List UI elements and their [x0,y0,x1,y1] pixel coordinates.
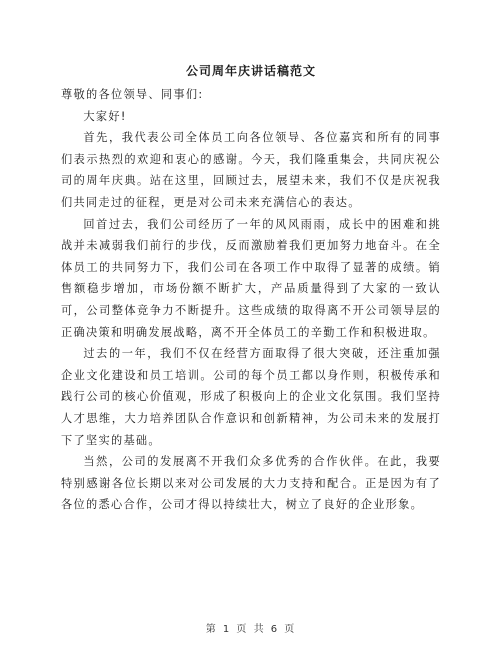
paragraph: 过去的一年，我们不仅在经营方面取得了很大突破，还注重加强企业文化建设和员工培训。公司的每个员工都以身作则，积极传承和践行公司的核心价值观，形成了积极向上的企业文化氛围。我们坚持人才思维，大力培养团队合作意识和创新精神，为公司未来的发展打下了坚实的基础。 [61,347,441,447]
document-body [61,84,441,516]
document-title: 公司周年庆讲话稿范文 [185,64,316,78]
paragraph: 当然，公司的发展离不开我们众多优秀的合作伙伴。在此，我要特别感谢各位长期以来对公司发展的大力支持和配合。正是因为有了各位的悉心合作，公司才得以持续壮大，树立了良好的企业形象。 [61,455,441,512]
paragraph: 回首过去，我们公司经历了一年的风风雨雨，成长中的困难和挑战并未减弱我们前行的步伐，反而激励着我们更加努力地奋斗。在全体员工的共同努力下，我们公司在各项工作中取得了显著的成绩。销售额稳步增加，市场份额不断扩大，产品质量得到了大家的一致认可，公司整体竞争力不断提升。这些成绩的取得离不开公司领导层的正确决策和明确发展战略，离不开全体员工的辛勤工作和积极进取。 [61,217,441,339]
greeting: 大家好! [83,109,127,123]
paragraph: 首先，我代表公司全体员工向各位领导、各位嘉宾和所有的同事们表示热烈的欢迎和衷心的感谢。今天，我们隆重集会，共同庆祝公司的周年庆典。站在这里，回顾过去，展望未来，我们不仅是庆祝我们共同走过的征程，更是对公司未来充满信心的表达。 [61,131,441,209]
salutation: 尊敬的各位领导、同事们: [61,88,204,101]
page-number-footer: 第 1 页 共 6 页 [205,624,297,635]
